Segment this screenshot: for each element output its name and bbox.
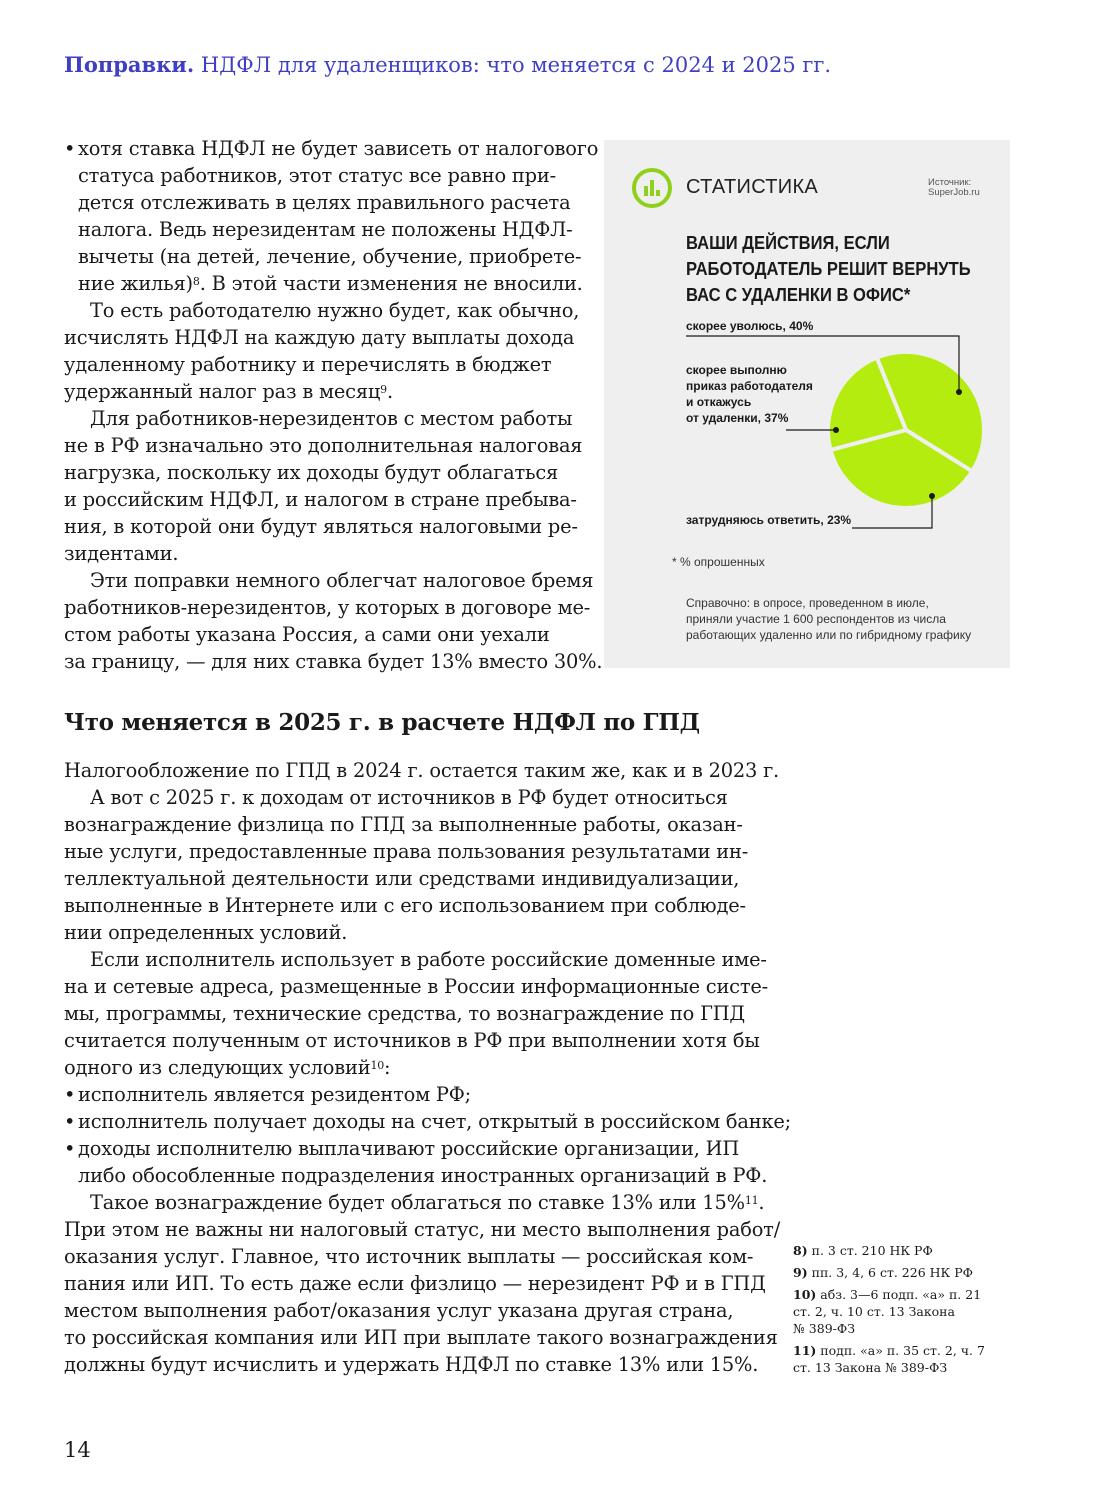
footnote-text: пп. 3, 4, 6 ст. 226 НК РФ [811, 1265, 973, 1280]
text-line: должны будут исчислить и удержать НДФЛ по ставке 13% или 15%. [64, 1353, 759, 1376]
text-line: за границу, — для них ставка будет 13% вместо 30%. [64, 650, 603, 673]
text-line: • исполнитель является резидентом РФ; [78, 1083, 471, 1106]
text-line: пания или ИП. То есть даже если физлицо — нерезидент РФ и в ГПД [64, 1272, 766, 1295]
text-span: . [758, 1191, 765, 1214]
text-line: Если исполнитель использует в работе российские доменные име- [90, 948, 767, 971]
text-line: зидентами. [64, 542, 179, 565]
footnote-9 [793, 1264, 985, 1281]
text-span: удержанный налог раз в месяц [64, 380, 381, 403]
footnote-number: 10) [793, 1287, 817, 1302]
text-span: ние жилья) [78, 272, 193, 295]
text-line: нии определенных условий. [64, 921, 348, 944]
text-line: • хотя ставка НДФЛ не будет зависеть от налогового [78, 137, 599, 160]
bullet-item [64, 1135, 768, 1189]
text-line: А вот с 2025 г. к доходам от источников в РФ будет относиться [90, 786, 728, 809]
section-heading: Что меняется в 2025 г. в расчете НДФЛ по ГПД [64, 709, 700, 736]
text-line: статуса работников, этот статус все равно при- [78, 164, 556, 187]
source-label: Источник: [928, 177, 972, 188]
statistics-box [604, 140, 1010, 668]
text-line: работников-нерезидентов, у которых в договоре ме- [64, 596, 591, 619]
source-value: SuperJob.ru [928, 187, 980, 198]
text-span: одного из следующих условий [64, 1056, 371, 1079]
footnote-text: п. 3 ст. 210 НК РФ [811, 1243, 933, 1258]
text-line: не в РФ изначально это дополнительная налоговая [64, 434, 583, 457]
footnote-text: подп. «а» п. 35 ст. 2, ч. 7 [820, 1343, 985, 1358]
text-line [64, 378, 584, 405]
text-line: то российская компания или ИП при выплате такого вознаграждения [64, 1326, 778, 1349]
text-line: ния, в которой они будут являться налоговыми ре- [64, 515, 578, 538]
footnote-text: № 389-ФЗ [793, 1321, 856, 1336]
reference-line: работающих удаленно или по гибридному графику [686, 628, 972, 642]
question-line: ВАШИ ДЕЙСТВИЯ, ЕСЛИ [686, 233, 890, 253]
pie-chart [604, 140, 1010, 668]
question-line: ВАС С УДАЛЕНКИ В ОФИС* [686, 285, 911, 305]
footnote-text: абз. 3—6 подп. «а» п. 21 [820, 1287, 982, 1302]
label-line: скорее выполню [686, 363, 787, 377]
label-line: и откажусь [686, 395, 752, 409]
footnote-ref-11[interactable]: 11 [744, 1194, 759, 1207]
footnote-number: 9) [793, 1265, 808, 1280]
footnote-number: 8) [793, 1243, 808, 1258]
reference-line: Справочно: в опросе, проведенном в июле, [686, 596, 929, 610]
text-line: нагрузка, поскольку их доходы будут облагаться [64, 461, 559, 484]
chart-footnote: * % опрошенных [672, 555, 765, 569]
reference-line: приняли участие 1 600 респондентов из числа [686, 612, 946, 626]
footnotes [793, 1242, 985, 1381]
text-line: ные услуги, предоставленные права пользования результатами ин- [64, 840, 749, 863]
text-line: выполненные в Интернете или с его использованием при соблюде- [64, 894, 746, 917]
text-line: вознаграждение физлица по ГПД за выполненные работы, оказан- [64, 813, 743, 836]
text-line [78, 270, 584, 297]
top-text-column [64, 135, 603, 675]
page-number: 14 [64, 1438, 91, 1462]
footnote-8 [793, 1242, 985, 1259]
text-line: • исполнитель получает доходы на счет, открытый в российском банке; [78, 1110, 792, 1133]
text-line: То есть работодателю нужно будет, как обычно, [90, 299, 580, 322]
text-line [64, 1189, 765, 1216]
footnote-10 [793, 1286, 985, 1337]
text-line: исчислять НДФЛ на каждую дату выплаты дохода [64, 326, 575, 349]
text-line: • доходы исполнителю выплачивают российские организации, ИП [78, 1137, 740, 1160]
footnote-text: ст. 2, ч. 10 ст. 13 Закона [793, 1304, 955, 1319]
text-line: оказания услуг. Главное, что источник выплаты — российская ком- [64, 1245, 754, 1268]
bullet-item [64, 1108, 792, 1135]
text-line: либо обособленные подразделения иностранных организаций в РФ. [78, 1164, 768, 1187]
bullet-item [64, 135, 599, 297]
text-span: . В этой части изменения не вносили. [199, 272, 583, 295]
text-line: Для работников-нерезидентов с местом работы [90, 407, 573, 430]
text-span: : [384, 1056, 391, 1079]
text-line: Эти поправки немного облегчат налоговое бремя [90, 569, 594, 592]
footnote-ref-9[interactable]: 9 [380, 383, 387, 396]
header-title: НДФЛ для удаленщиков: что меняется с 2024 и 2025 гг. [200, 53, 832, 77]
text-line: стом работы указана Россия, а сами они уехали [64, 623, 550, 646]
label-line: от удаленки, 37% [686, 411, 789, 425]
footnote-text: ст. 13 Закона № 389-ФЗ [793, 1360, 948, 1375]
running-header [64, 52, 831, 77]
leader-dot-2 [833, 427, 839, 433]
text-line: При этом не важны ни налоговый статус, ни место выполнения работ/ [64, 1218, 781, 1241]
leader-dot-3 [929, 493, 935, 499]
section2-text [64, 757, 792, 1378]
question-line: РАБОТОДАТЕЛЬ РЕШИТ ВЕРНУТЬ [686, 259, 971, 279]
label-line: скорее уволюсь, 40% [686, 319, 814, 333]
footnote-ref-8[interactable]: 8 [192, 275, 200, 288]
text-line: налога. Ведь нерезидентам не положены НДФЛ- [78, 218, 573, 241]
label-line: затрудняюсь ответить, 23% [686, 513, 852, 527]
footnote-11 [793, 1342, 985, 1376]
text-line: местом выполнения работ/оказания услуг указана другая страна, [64, 1299, 734, 1322]
footnote-ref-10[interactable]: 10 [370, 1059, 385, 1072]
leader-dot-1 [956, 389, 962, 395]
text-line: удаленному работнику и перечислять в бюджет [64, 353, 552, 376]
text-line: мы, программы, технические средства, то вознаграждение по ГПД [64, 1002, 745, 1025]
text-line: считается полученным от источников в РФ при выполнении хотя бы [64, 1029, 760, 1052]
text-line: и российским НДФЛ, и налогом в стране пребыва- [64, 488, 577, 511]
text-line: вычеты (на детей, лечение, обучение, приобрете- [78, 245, 582, 268]
text-span: Такое вознаграждение будет облагаться по ставке 13% или 15% [90, 1191, 745, 1214]
label-line: приказ работодателя [686, 379, 813, 393]
footnote-number: 11) [793, 1343, 817, 1358]
text-line: на и сетевые адреса, размещенные в России информационные систе- [64, 975, 769, 998]
header-section: Поправки. [64, 52, 195, 77]
text-line: дется отслеживать в целях правильного расчета [78, 191, 571, 214]
statistics-title: СТАТИСТИКА [686, 176, 819, 198]
text-line: теллектуальной деятельности или средствами индивидуализации, [64, 867, 740, 890]
bullet-item [64, 1081, 754, 1108]
text-span: . [386, 380, 393, 403]
text-line: Налогообложение по ГПД в 2024 г. остается таким же, как и в 2023 г. [64, 759, 780, 782]
survey-reference [686, 595, 971, 643]
text-line [64, 1054, 754, 1081]
